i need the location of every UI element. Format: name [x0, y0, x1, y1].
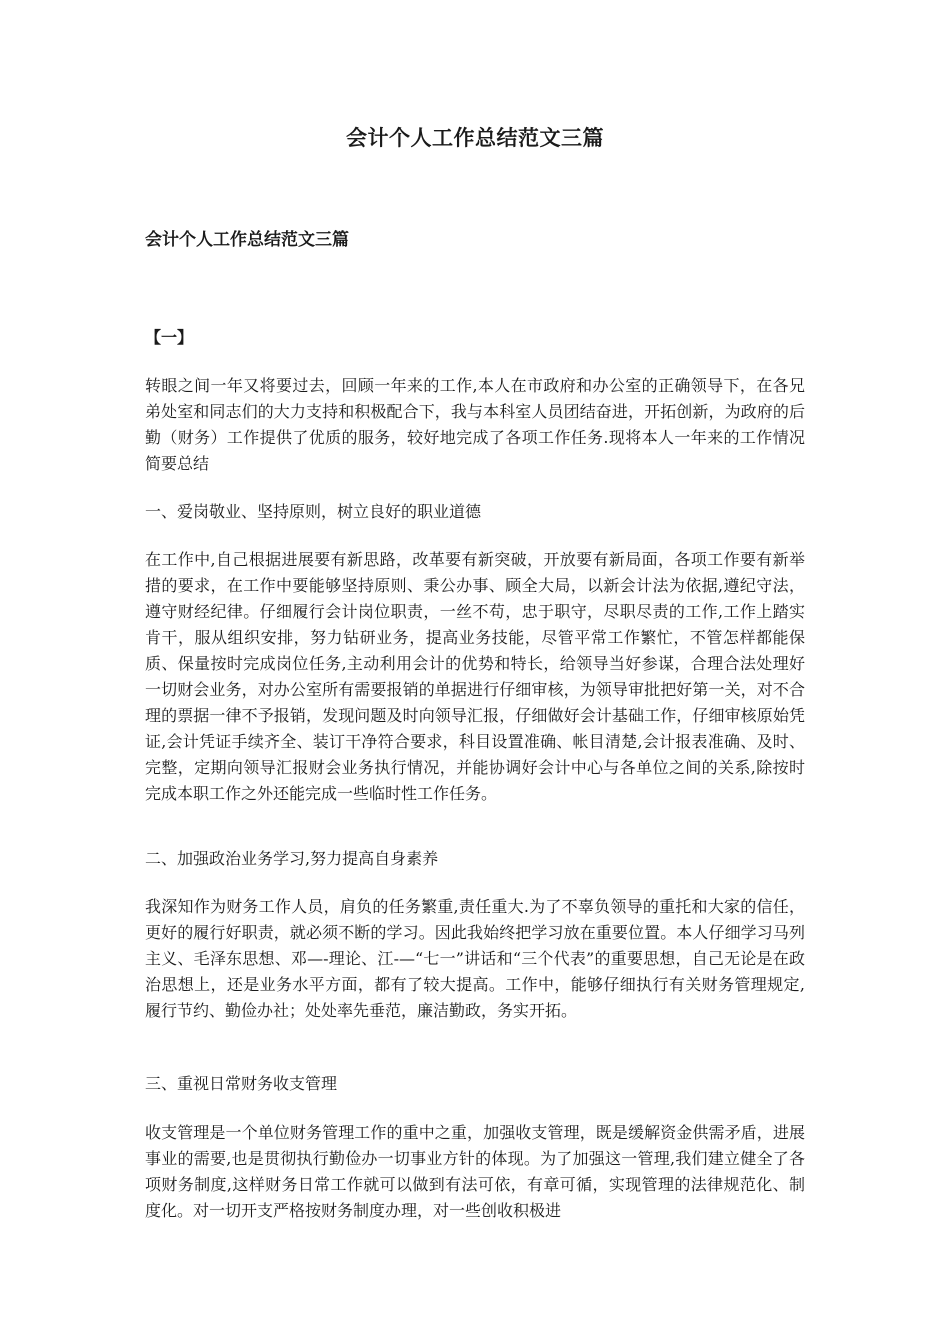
section-heading-2: 二、加强政治业务学习,努力提高自身素养: [145, 849, 439, 868]
section-marker: 【一】: [145, 328, 194, 347]
document-subtitle: 会计个人工作总结范文三篇: [145, 230, 349, 250]
section-heading-1: 一、爱岗敬业、坚持原则，树立良好的职业道德: [145, 502, 482, 521]
section-paragraph-1: 在工作中,自己根据进展要有新思路，改革要有新突破，开放要有新局面，各项工作要有新举措的要求，在工作中要能够坚持原则、秉公办事、顾全大局，以新会计法为依据,遵纪守法，遵守财经纪律。仔细履行会计岗位职责，一丝不苟，忠于职守，尽职尽责的工作,工作上踏实肯干，服从组织安排，努力钻研业务，提高业务技能，尽管平常工作繁忙，不管怎样都能保质、保量按时完成岗位任务,主动利用会计的优势和特长，给领导当好参谋，合理合法处理好一切财会业务，对办公室所有需要报销的单据进行仔细审核，为领导审批把好第一关，对不合理的票据一律不予报销，发现问题及时向领导汇报，仔细做好会计基础工作，仔细审核原始凭证,会计凭证手续齐全、装订干净符合要求，科目设置准确、帐目清楚,会计报表准确、及时、完整，定期向领导汇报财会业务执行情况，并能协调好会计中心与各单位之间的关系,除按时完成本职工作之外还能完成一些临时性工作任务。: [145, 550, 805, 803]
section-paragraph-3: 收支管理是一个单位财务管理工作的重中之重，加强收支管理，既是缓解资金供需矛盾，进展事业的需要,也是贯彻执行勤俭办一切事业方针的体现。为了加强这一管理,我们建立健全了各项财务制度,这样财务日常工作就可以做到有法可依，有章可循，实现管理的法律规范化、制度化。对一切开支严格按财务制度办理，对一些创收积极进: [145, 1123, 805, 1220]
intro-paragraph: 转眼之间一年又将要过去，回顾一年来的工作,本人在市政府和办公室的正确领导下，在各兄弟处室和同志们的大力支持和积极配合下，我与本科室人员团结奋进，开拓创新，为政府的后勤（财务）工作提供了优质的服务，较好地完成了各项工作任务.现将本人一年来的工作情况简要总结: [145, 376, 805, 473]
section-heading-3: 三、重视日常财务收支管理: [145, 1074, 338, 1093]
section-paragraph-2: 我深知作为财务工作人员，肩负的任务繁重,责任重大.为了不辜负领导的重托和大家的信任，更好的履行好职责，就必须不断的学习。因此我始终把学习放在重要位置。本人仔细学习马列主义、毛泽东思想、邓—-理论、江-—“七一”讲话和“三个代表”的重要思想，自己无论是在政治思想上，还是业务水平方面，都有了较大提高。工作中，能够仔细执行有关财务管理规定,履行节约、勤俭办社；处处率先垂范，廉洁勤政，务实开拓。: [145, 897, 805, 1020]
document-title: 会计个人工作总结范文三篇: [346, 126, 604, 150]
